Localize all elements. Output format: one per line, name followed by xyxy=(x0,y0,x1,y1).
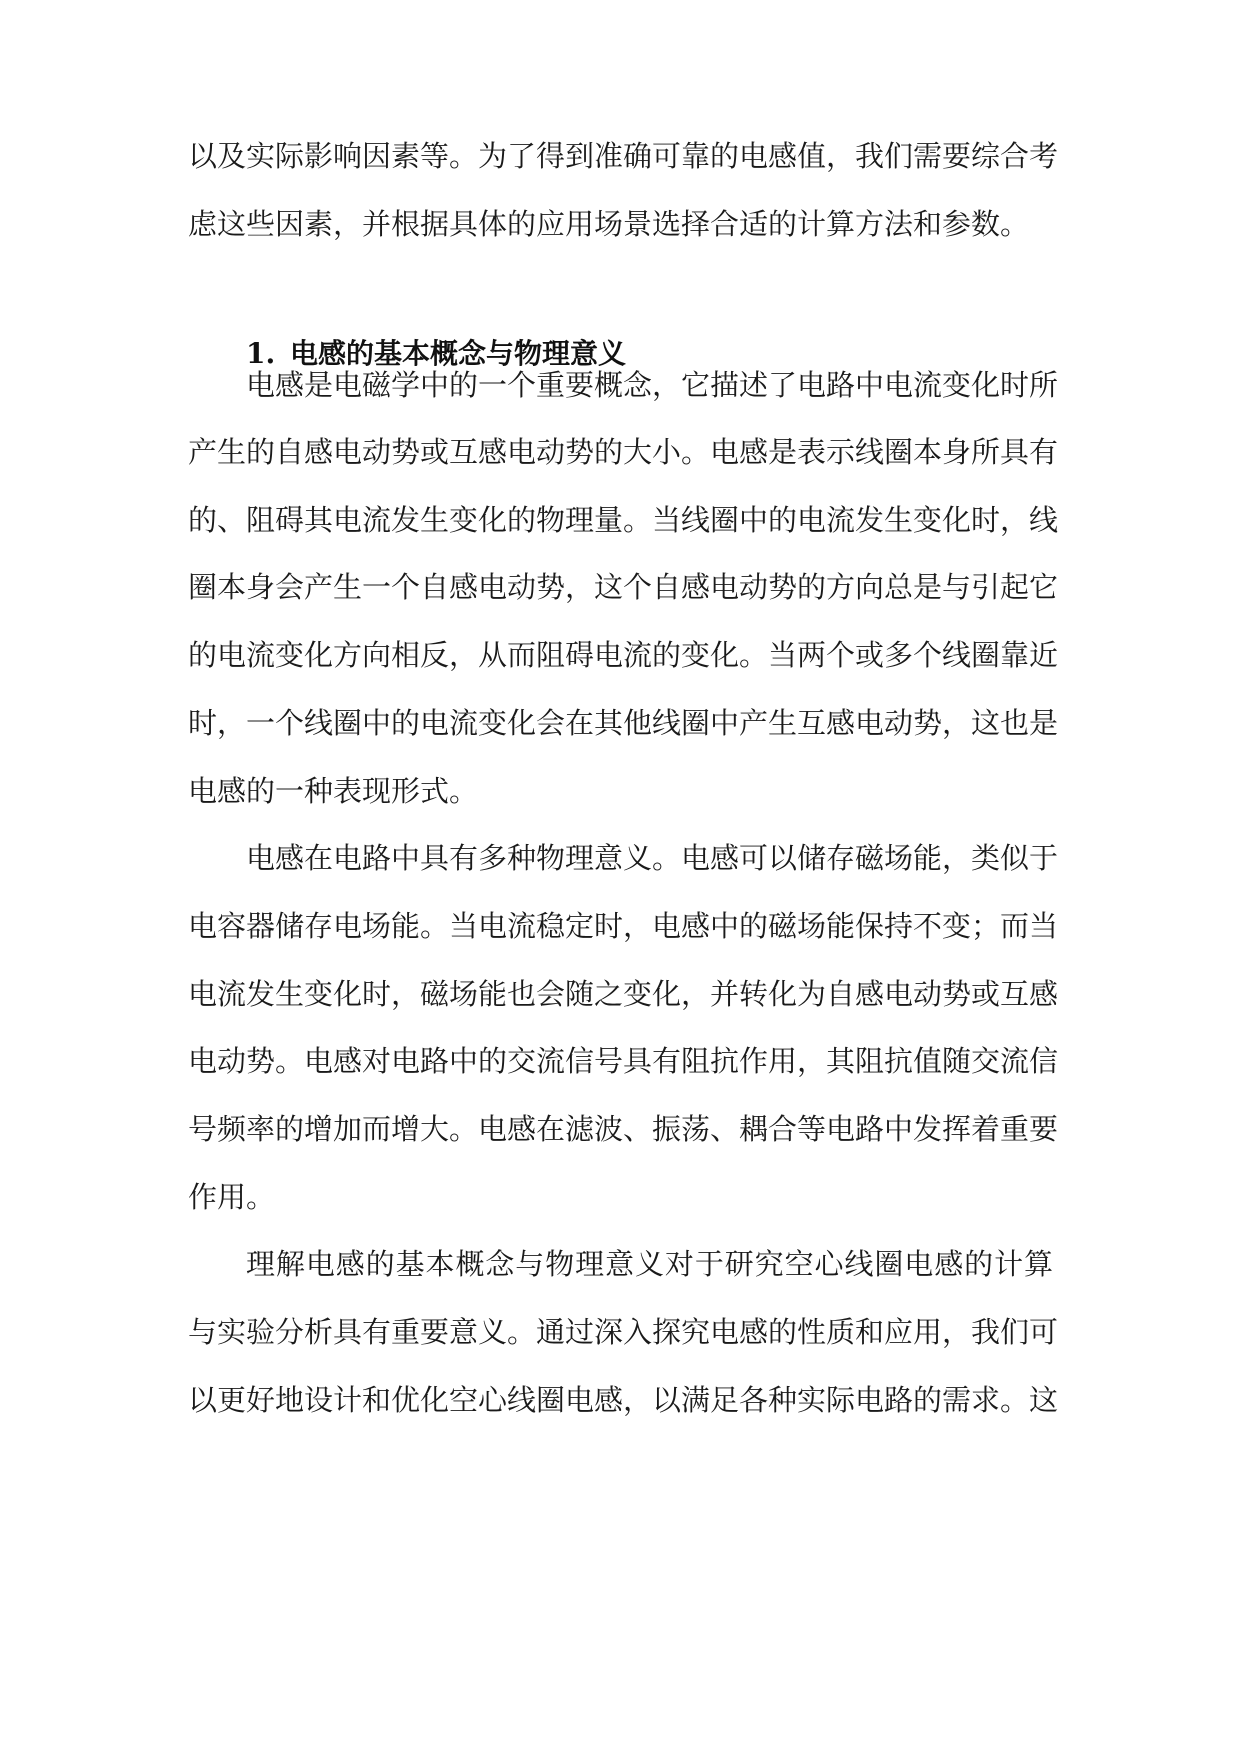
paragraph-line: 电流发生变化时，磁场能也会随之变化，并转化为自感电动势或互感 xyxy=(188,977,1059,1011)
paragraph-line: 电容器储存电场能。当电流稳定时，电感中的磁场能保持不变；而当 xyxy=(188,909,1059,943)
paragraph-line: 的电流变化方向相反，从而阻碍电流的变化。当两个或多个线圈靠近 xyxy=(188,638,1059,672)
paragraph-line: 电动势。电感对电路中的交流信号具有阻抗作用，其阻抗值随交流信 xyxy=(188,1044,1059,1078)
paragraph-line: 理解电感的基本概念与物理意义对于研究空心线圈电感的计算 xyxy=(246,1247,1053,1281)
paragraph-line: 电感在电路中具有多种物理意义。电感可以储存磁场能，类似于 xyxy=(246,841,1059,875)
paragraph-line: 时，一个线圈中的电流变化会在其他线圈中产生互感电动势，这也是 xyxy=(188,706,1059,740)
intro-line: 虑这些因素，并根据具体的应用场景选择合适的计算方法和参数。 xyxy=(188,207,1030,241)
paragraph-line: 电感是电磁学中的一个重要概念，它描述了电路中电流变化时所 xyxy=(246,368,1059,402)
paragraph-line: 以更好地设计和优化空心线圈电感，以满足各种实际电路的需求。这 xyxy=(188,1383,1059,1417)
paragraph-line: 电感的一种表现形式。 xyxy=(188,774,479,808)
paragraph-line: 号频率的增加而增大。电感在滤波、振荡、耦合等电路中发挥着重要 xyxy=(188,1112,1059,1146)
paragraph-line: 圈本身会产生一个自感电动势，这个自感电动势的方向总是与引起它 xyxy=(188,570,1059,604)
paragraph-line: 产生的自感电动势或互感电动势的大小。电感是表示线圈本身所具有 xyxy=(188,435,1059,469)
section-number: 1. xyxy=(246,337,276,370)
paragraph-line: 与实验分析具有重要意义。通过深入探究电感的性质和应用，我们可 xyxy=(188,1315,1059,1349)
section-title: 电感的基本概念与物理意义 xyxy=(290,337,627,370)
paragraph-line: 的、阻碍其电流发生变化的物理量。当线圈中的电流发生变化时，线 xyxy=(188,503,1059,537)
intro-line: 以及实际影响因素等。为了得到准确可靠的电感值，我们需要综合考 xyxy=(188,139,1059,173)
paragraph-line: 作用。 xyxy=(188,1180,276,1214)
